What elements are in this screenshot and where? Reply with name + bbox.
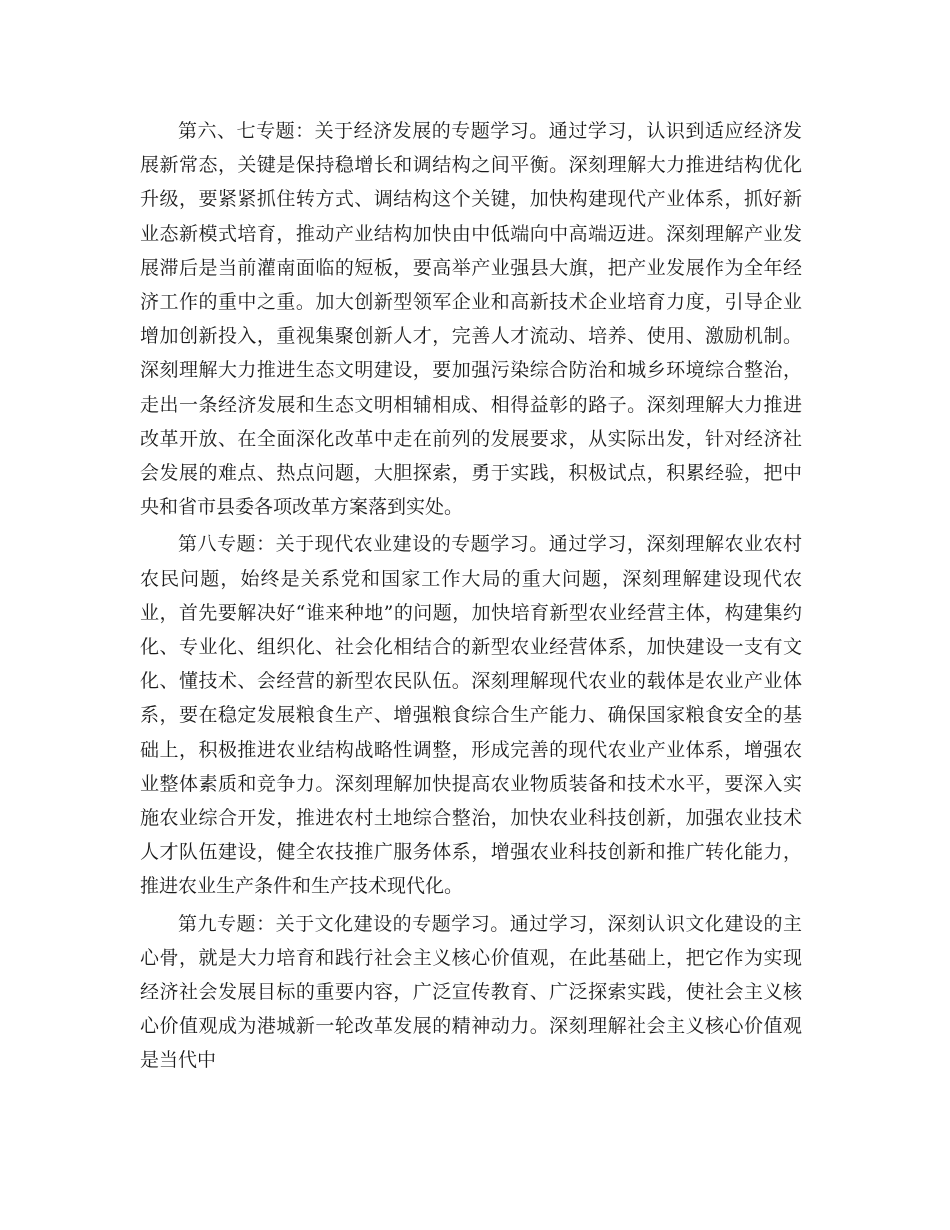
- paragraph-economic-development: 第六、七专题：关于经济发展的专题学习。通过学习，认识到适应经济发展新常态，关键是保持稳增长和调结构之间平衡。深刻理解大力推进结构优化升级，要紧紧抓住转方式、调结构这个关键，加快构建现代产业体系，抓好新业态新模式培育，推动产业结构加快由中低端向中高端迈进。深刻理解产业发展滞后是当前灌南面临的短板，要高举产业强县大旗，把产业发展作为全年经济工作的重中之重。加大创新型领军企业和高新技术企业培育力度，引导企业增加创新投入，重视集聚创新人才，完善人才流动、培养、使用、激励机制。深刻理解大力推进生态文明建设，要加强污染综合防治和城乡环境综合整治，走出一条经济发展和生态文明相辅相成、相得益彰的路子。深刻理解大力推进改革开放、在全面深化改革中走在前列的发展要求，从实际出发，针对经济社会发展的难点、热点问题，大胆探索，勇于实践，积极试点，积累经验，把中央和省市县委各项改革方案落到实处。: [140, 120, 802, 519]
- paragraph-modern-agriculture: 第八专题：关于现代农业建设的专题学习。通过学习，深刻理解农业农村农民问题，始终是关系党和国家工作大局的重大问题，深刻理解建设现代农业，首先要解决好“谁来种地”的问题，加快培育新型农业经营主体，构建集约化、专业化、组织化、社会化相结合的新型农业经营体系，加快建设一支有文化、懂技术、会经营的新型农民队伍。深刻理解现代农业的载体是农业产业体系，要在稳定发展粮食生产、增强粮食综合生产能力、确保国家粮食安全的基础上，积极推进农业结构战略性调整，形成完善的现代农业产业体系，增强农业整体素质和竞争力。深刻理解加快提高农业物质装备和技术水平，要深入实施农业综合开发，推进农村土地综合整治，加快农业科技创新，加强农业技术人才队伍建设，健全农技推广服务体系，增强农业科技创新和推广转化能力，推进农业生产条件和生产技术现代化。: [140, 533, 802, 898]
- paragraph-cultural-construction: 第九专题：关于文化建设的专题学习。通过学习，深刻认识文化建设的主心骨，就是大力培育和践行社会主义核心价值观，在此基础上，把它作为实现经济社会发展目标的重要内容，广泛宣传教育、广泛探索实践，使社会主义核心价值观成为港城新一轮改革发展的精神动力。深刻理解社会主义核心价值观是当代中: [140, 912, 802, 1072]
- document-body: [140, 114, 802, 1081]
